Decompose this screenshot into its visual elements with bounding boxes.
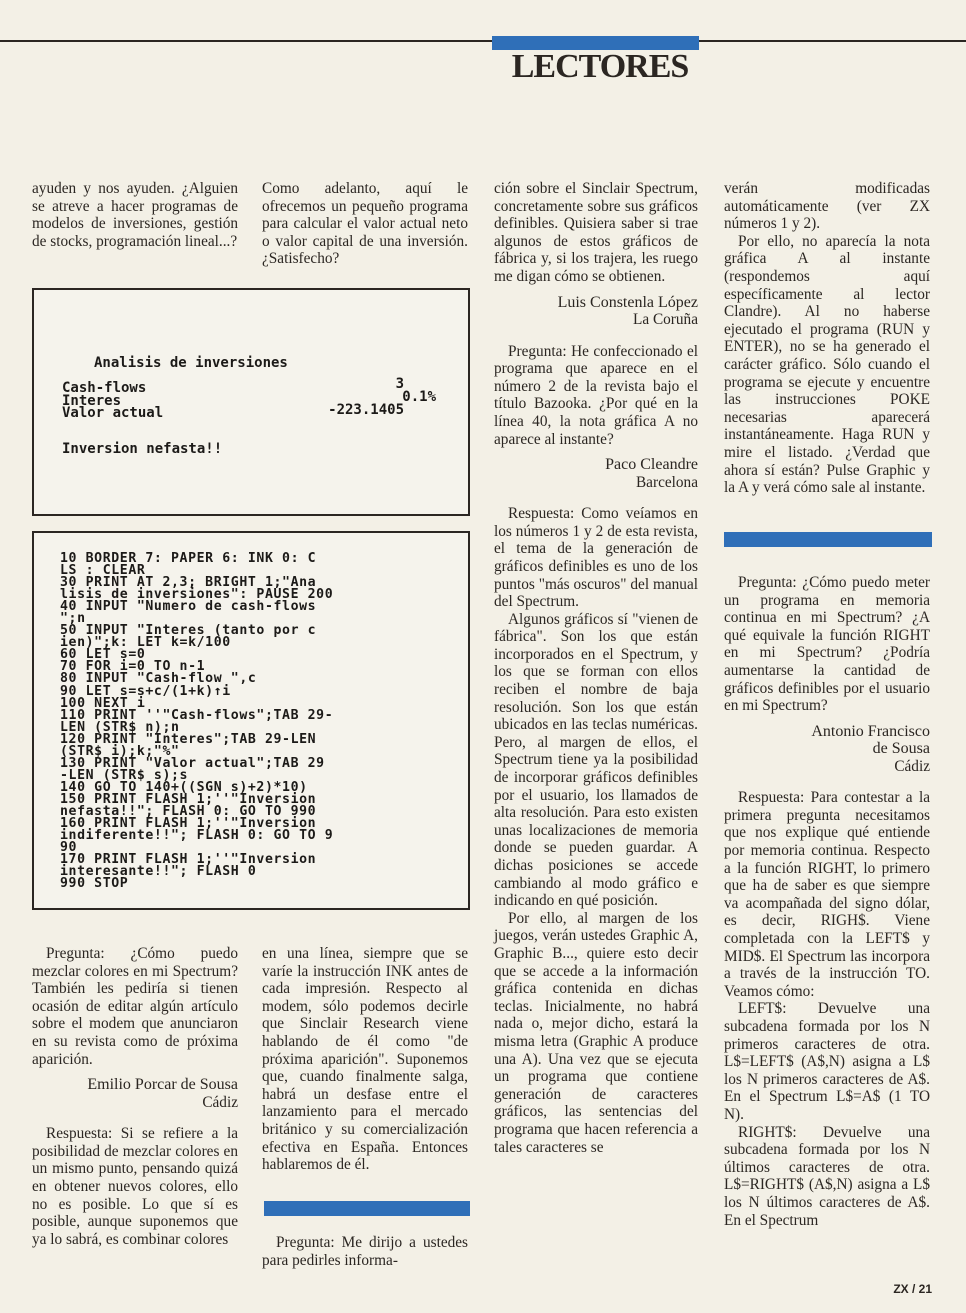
question-antonio (724, 574, 930, 715)
signature-luis (494, 294, 698, 329)
output-cashflows-value: 3 (395, 376, 404, 392)
listing-line: nefasta!!"; FLASH 0: GO TO 990 (60, 803, 317, 819)
question-label: Pregunta: (508, 342, 567, 360)
signature-name: Antonio Francisco (811, 722, 930, 740)
answer-text: Para contestar a la primera pregunta necesitamos que nos explique qué entiende por memoria continua. Respecto a la función RIGHT, lo primero que ha de saber es que siempre va acompañada del signo dólar, es decir, RIGH$. Viene completada con la LEFT$ y MID$. El Spectrum las incorpora a través de la instrucción TO. Veamos cómo: (724, 789, 930, 1000)
signature-city: Barcelona (635, 473, 698, 491)
column-2-intro: Como adelanto, aquí le ofrecemos un pequeño programa para calcular el valor actual neto o valor capital de una inversión. ¿Satisfecho? (262, 180, 468, 268)
signature-emilio (32, 1076, 238, 1111)
output-interes-value: 0.1% (402, 389, 436, 405)
listing-line: 90 (60, 840, 78, 856)
listing-line: 130 PRINT "Valor actual";TAB 29 (60, 755, 325, 771)
output-valor-label: Valor actual (62, 405, 164, 421)
answer-text: Si se refiere a la posibilidad de mezclar colores en un mismo punto, pensando quizá en obtener nuevos colores, ello no es posible. Lo que sí es posible, aunque suponemos que ya lo sabrá, es combinar colores (32, 1125, 238, 1248)
page-number: ZX / 21 (893, 1282, 932, 1296)
question-text: He confeccionado el programa que aparece en el número 2 de la revista bajo el título Bazooka. ¿Por qué en la línea 40, la nota gráfica A no aparece al instante? (494, 342, 698, 448)
listing-line: LEN (STR$ n);n (60, 719, 180, 735)
top-rule (0, 40, 966, 42)
signature-antonio (724, 723, 930, 776)
listing-line: 990 STOP (60, 876, 129, 892)
listing-line: lisis de inversiones": PAUSE 200 (60, 587, 334, 603)
signature-name-2: de Sousa (872, 740, 930, 758)
column-2-top (262, 180, 468, 268)
column-1-bottom (32, 945, 238, 1248)
answer-cleandre: Por ello, no aparecía la nota gráfica A al instante (respondemos aquí específicamente al lector Clandre). Al no haberse ejecutado el programa (RUN y ENTER), no se ha generado el carácter gráfico. Sólo cuando el programa se ejecute y encuentre las instrucciones POKE necesarias aparecerá instantáneamente. Haga RUN y mire el listado. ¿Verdad que ahora sí están? Pulse Graphic y la A y verá cómo sale al instante. (724, 232, 930, 497)
question-emilio (32, 945, 238, 1068)
signature-city: La Coruña (633, 311, 698, 329)
column-2-bottom (262, 945, 468, 1174)
answer-emilio (32, 1125, 238, 1248)
column-1-top (32, 180, 238, 250)
listing-line: 30 PRINT AT 2,3; BRIGHT 1;"Ana (60, 575, 317, 591)
listing-line: (STR$ i);k;"%" (60, 743, 180, 759)
output-valor-value: -223.1405 (328, 402, 404, 418)
question-label: Pregunta: (738, 574, 797, 591)
basic-listing-box (32, 531, 470, 910)
program-output-screen (32, 288, 470, 516)
listing-line: 170 PRINT FLASH 1;''"Inversion (60, 852, 317, 868)
answer-antonio (724, 789, 930, 1000)
signature-name: Paco Cleandre (605, 456, 698, 474)
question-text: ¿Cómo puedo meter un programa en memoria continua en mi Spectrum? ¿A qué equivale la función RIGHT en mi Spectrum? ¿Podría aumentarse la cantidad de gráficos definibles por el usuario en mi Spectrum? (724, 574, 930, 715)
listing-line: 80 INPUT "Cash-flow ",c (60, 671, 257, 687)
listing-line: 60 LET s=0 (60, 647, 146, 663)
answer-paragraph-2: Algunos gráficos sí "vienen de fábrica". Son los que están incorporados en el Spectrum, y los que se forman con ellos reciben el nombre de baja resolución. Son los que están ubicados en las teclas numéricas. Pero, al margen de ellos, el Spectrum tiene ya la posibilidad de incorporar gráficos definibles por el usuario, los llamados de alta resolución. Para esto existen unas localizaciones de memoria donde se pueden guardar. A dichas posiciones se accede cambiando al modo gráfico e indicando en qué posición. (494, 610, 698, 910)
signature-city: Cádiz (202, 1093, 238, 1111)
signature-name: Luis Constenla López (557, 293, 698, 311)
listing-line: ien)";k: LET k=k/100 (60, 635, 231, 651)
listing-line: 150 PRINT FLASH 1;''"Inversion (60, 791, 317, 807)
answer-continuation: en una línea, siempre que se varíe la instrucción INK antes de cada impresión. Respecto al modem, sólo podemos decirle que Sinclair Research viene hablando de él como "de próxima aparición". Suponemos que, cuando finalmente salga, habrá un desfase entre el lanzamiento para el mercado británico y su comercialización efectiva en España. Entonces hablaremos de él. (262, 945, 468, 1174)
listing-line: 100 NEXT i (60, 695, 146, 711)
question-paco (494, 343, 698, 449)
question-luis-continued: ción sobre el Sinclair Spectrum, concretamente sobre sus gráficos definibles. Quisiera saber si trae algunos de estos gráficos de fábrica y, si los trajera, les ruego me digan cómo se obtienen. (494, 180, 698, 285)
question-text: ¿Cómo puedo mezclar colores en mi Spectrum? También les pediría si tienen ocasión de editar algún artículo sobre el modem que anunciaron en su revista como de próxima aparición. (32, 945, 238, 1068)
column-1-intro: ayuden y nos ayuden. ¿Alguien se atreve a hacer programas de modelos de inversiones, gestión de stocks, programación lineal...? (32, 180, 238, 250)
listing-line: 160 PRINT FLASH 1;''"Inversion (60, 816, 317, 832)
left-function-paragraph: LEFT$: Devuelve una subcadena formada por los N primeros caracteres de otra. L$=LEFT$ (A$,N) asigna a L$ los N primeros caracteres de A$. En el Spectrum L$=A$ (1 TO N). (724, 1000, 930, 1123)
divider-blue-bar-4 (724, 532, 932, 547)
answer-paragraph-3: Por ello, al margen de los juegos, verán ustedes Graphic A, Graphic B..., quiere esto decir que se accede a la información gráfica contenida en dichas teclas. Inicialmente, no habrá nada o, mejor dicho, estará la misma letra (Graphic A produce una A). Una vez que se ejecuta un programa que contiene generación de caracteres gráficos, las sentencias del programa que hacen referencia a tales caracteres se (494, 909, 698, 1156)
divider-blue-bar-2 (264, 1201, 470, 1216)
column-4-lower (724, 574, 930, 1229)
answer-label: Respuesta: (738, 789, 805, 807)
answer-graphics (494, 505, 698, 611)
listing-line: -LEN (STR$ s);s (60, 767, 189, 783)
answer-continued: verán modificadas automáticamente (ver ZX números 1 y 2). (724, 180, 930, 233)
question-label: Pregunta: (46, 945, 105, 962)
column-3 (494, 180, 698, 1156)
output-cashflows-label: Cash-flows (62, 380, 147, 396)
question-text: Me dirijo a ustedes para pedirles informa- (262, 1234, 468, 1269)
listing-line: 120 PRINT "Interes";TAB 29-LEN (60, 731, 317, 747)
listing-line: 110 PRINT ''"Cash-flows";TAB 29- (60, 707, 334, 723)
answer-label: Respuesta: (46, 1125, 113, 1143)
listing-line: interesante!!"; FLASH 0 (60, 864, 257, 880)
listing-line: indiferente!!"; FLASH 0: GO TO 9 (60, 828, 334, 844)
listing-line: LS : CLEAR (60, 563, 146, 579)
section-title: LECTORES (511, 48, 689, 85)
output-interes-label: Interes (62, 393, 122, 409)
listing-line: 50 INPUT "Interes (tanto por c (60, 623, 317, 639)
answer-label: Respuesta: (508, 505, 575, 523)
listing-line: 40 INPUT "Numero de cash-flows (60, 599, 317, 615)
signature-name: Emilio Porcar de Sousa (87, 1076, 238, 1094)
listing-line: 10 BORDER 7: PAPER 6: INK 0: C (60, 551, 317, 566)
output-title: Analisis de inversiones (94, 355, 288, 371)
basic-listing (60, 553, 333, 890)
listing-line: 90 LET s=s+c/(1+k)↑i (60, 683, 231, 699)
column-2-question (262, 1234, 468, 1269)
question-luis (262, 1234, 468, 1269)
column-4 (724, 180, 930, 497)
answer-text: Como veíamos en los números 1 y 2 de esta revista, el tema de la generación de gráficos definibles es uno de los puntos "más oscuros" del manual del Spectrum. (494, 505, 698, 611)
listing-line: 70 FOR i=0 TO n-1 (60, 659, 206, 675)
question-label: Pregunta: (276, 1234, 335, 1251)
signature-paco (494, 456, 698, 491)
signature-city: Cádiz (894, 757, 930, 775)
listing-line: 140 GO TO 140+((SGN s)+2)*10) (60, 779, 308, 795)
output-message: Inversion nefasta!! (62, 441, 223, 457)
listing-line: ";n (60, 611, 86, 627)
right-function-paragraph: RIGHT$: Devuelve una subcadena formada por los N últimos caracteres de otra. L$=RIGHT$ (A$,N) asigna a L$ los N últimos caracteres de A$. En el Spectrum (724, 1123, 930, 1229)
